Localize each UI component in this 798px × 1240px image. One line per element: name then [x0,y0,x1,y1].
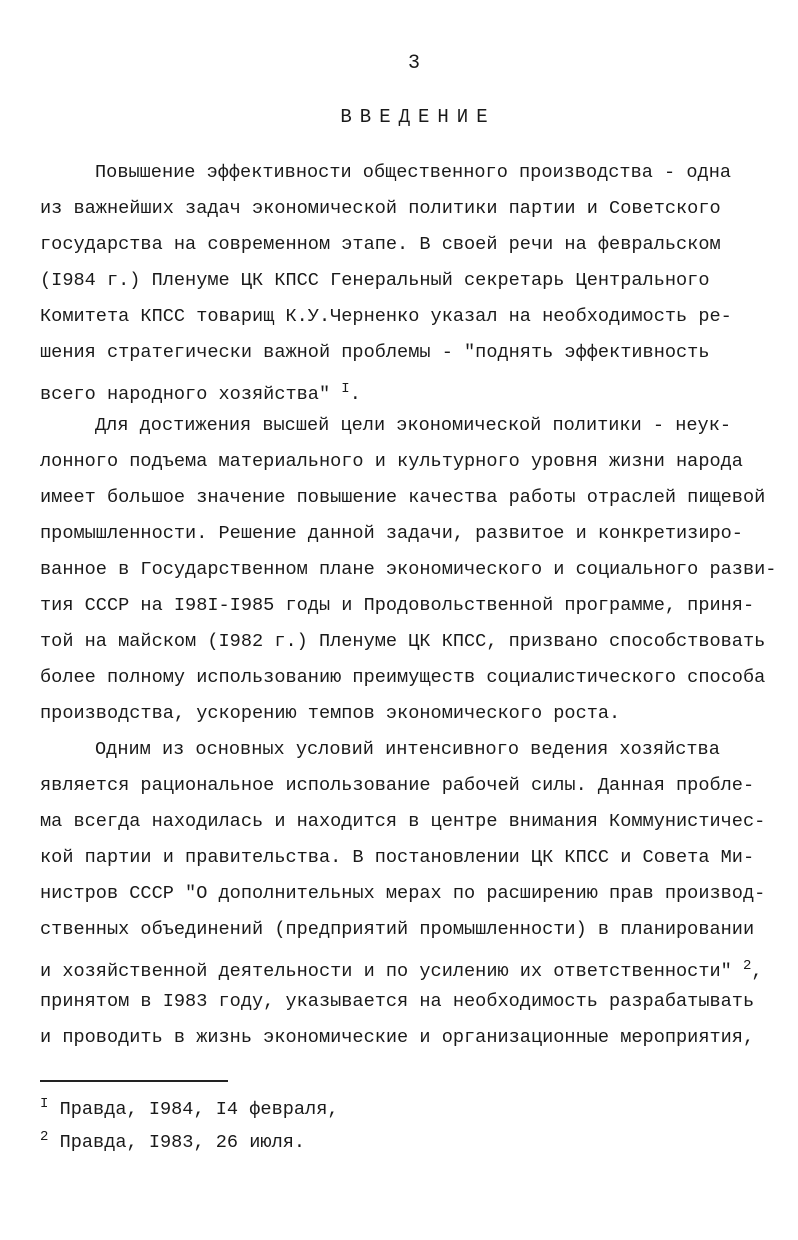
text-line [40,1027,754,1049]
text-line-content: Для достижения высшей цели экономической политики - неук- [95,415,732,436]
text-line [40,342,709,364]
text-line [40,775,754,797]
text-line [95,739,720,761]
text-line [40,523,743,545]
text-line [40,234,721,256]
footnote-mark: I [40,1096,49,1112]
text-line-content: и хозяйственной деятельности и по усилению их ответственности" [40,961,743,982]
text-line [95,415,731,437]
text-line-content: имеет большое значение повышение качества работы отраслей пищевой [40,487,766,508]
text-line [40,270,709,292]
punctuation: . [349,384,361,405]
text-line [40,955,763,983]
footnote-mark: 2 [40,1129,49,1145]
footnote-reference: 2 [742,958,752,974]
text-line [40,991,754,1013]
text-line [40,919,754,941]
text-line-content: государства на современном этапе. В своей речи на февральском [40,234,721,255]
text-line-content: Повышение эффективности общественного производства - одна [95,162,732,183]
text-line [40,451,743,473]
text-line-content: промышленности. Решение данной задачи, развитое и конкретизиро- [40,523,743,544]
footnote-text: Правда, I984, I4 февраля, [48,1099,339,1120]
text-line [40,667,765,689]
text-line [95,162,731,184]
text-line-content: шения стратегически важной проблемы - "поднять эффективность [40,342,710,363]
text-line [40,487,765,509]
text-line-content: ванное в Государственном плане экономического и социального разви- [40,559,777,580]
text-line [40,378,361,406]
text-line-content: Одним из основных условий интенсивного ведения хозяйства [95,739,720,760]
text-line-content: производства, ускорению темпов экономического роста. [40,703,621,724]
text-line [40,306,732,328]
text-line-content: той на майском (I982 г.) Пленуме ЦК КПСС, призвано способствовать [40,631,766,652]
text-line [40,595,754,617]
footnote-1 [40,1096,339,1120]
text-line-content: более полному использованию преимуществ социалистического способа [40,667,766,688]
page-number: 3 [408,52,421,75]
footnote-text: Правда, I983, 26 июля. [48,1132,306,1153]
text-line-content: ма всегда находилась и находится в центре внимания Коммунистичес- [40,811,766,832]
section-title: ВВЕДЕНИЕ [340,106,496,128]
footnote-2 [40,1129,305,1153]
text-line-content: кой партии и правительства. В постановлении ЦК КПСС и Совета Ми- [40,847,755,868]
text-line-content: всего народного хозяйства" [40,384,342,405]
text-line [40,198,721,220]
text-line-content: принятом в I983 году, указывается на необходимость разрабатывать [40,991,755,1012]
footnote-reference: I [341,381,350,397]
text-line-content: Комитета КПСС товарищ К.У.Черненко указал на необходимость ре- [40,306,732,327]
text-line-content: и проводить в жизнь экономические и организационные мероприятия, [40,1027,755,1048]
text-line [40,703,620,725]
text-line-content: (I984 г.) Пленуме ЦК КПСС Генеральный секретарь Центрального [40,270,710,291]
text-line-content: ственных объединений (предприятий промышленности) в планировании [40,919,755,940]
text-line-content: нистров СССР "О дополнительных мерах по расширению прав производ- [40,883,766,904]
text-line-content: из важнейших задач экономической политики партии и Советского [40,198,721,219]
text-line-content: является рациональное использование рабочей силы. Данная пробле- [40,775,755,796]
text-line [40,559,776,581]
text-line [40,883,765,905]
text-line [40,631,765,653]
text-line-content: лонного подъема материального и культурного уровня жизни народа [40,451,743,472]
punctuation: , [751,961,763,982]
text-line [40,847,754,869]
text-line-content: тия СССР на I98I-I985 годы и Продовольственной программе, приня- [40,595,755,616]
footnote-divider [40,1080,228,1082]
text-line [40,811,765,833]
